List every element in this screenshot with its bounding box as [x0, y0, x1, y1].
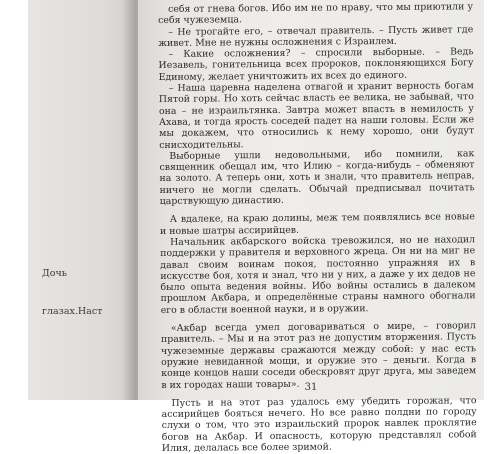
paragraph: – Наша царевна наделена отвагой и хранит верность богам Пятой горы. Но хоть сейчас власть ее велика, не забывай, что она – не израильтянка. Завтра может впасть в немилость у Ахава, и тогда ярость соседей падет на наши головы. Если же мы докажем, что относились к нему хорошо, они будут снисходительны. [158, 80, 475, 151]
paragraph: – Не трогайте его, – отвечал правитель. – Пусть живет где живет. Мне не нужны осложнения с Израилем. [158, 23, 474, 49]
right-page [138, 0, 484, 454]
paragraph: Пусть и на этот раз удалось ему убедить горожан, что ассирийцев бояться нечего. Но все равно полдни по городу слухи о том, что это израильский пророк навлек проклятие богов на Акбар. И опасность, которую представлял собой Илия, делалась все более зримой. [161, 395, 477, 454]
paragraph: – Какие осложнения? – спросили выборные. – Ведь Иезавель, гонительница всех пророков, поклоняющихся Богу Единому, желает уничтожить их всех до единого. [158, 46, 474, 83]
paragraph: себя от гнева богов. Ибо им не по нраву, что мы приютили у себя чужеземца. [158, 1, 474, 27]
left-page-text: Дочь [42, 268, 67, 279]
paragraph: А вдалеке, на краю долины, меж тем появлялись все новые и новые шатры ассирийцев. [159, 211, 475, 237]
paragraph: Начальник акбарского войска тревожился, но не находил поддержки у правителя и верховного жреца. Он ни на миг не давал своим воинам покоя, постоянно упражняя их в искусстве боя, хотя и знал, что ни у них, а даже у их дедов не было опыта ведения войны. Ибо войны остались в далеком прошлом Акбара, и определённые страны намного обогнали его в области военной науки, и в оружии. [160, 234, 476, 316]
page-number: 31 [304, 382, 318, 393]
left-page-text: глазах.Наст [42, 306, 103, 317]
paragraph: Выборные ушли недовольными, ибо помнили, как священник обещал им, что Илию – когда-нибудь – обменяют на золото. А теперь они, хоть и знали, что правитель неправ, ничего не могли сделать. Обычай предписывал почитать царствующую династию. [159, 148, 475, 208]
paragraph: «Акбар всегда умел договариваться о мире, – говорил правитель. – Мы и на этот раз не допустим вторжения. Пусть чужеземные державы сражаются между собой: у нас есть оружие невиданной мощи, и оружие это – деньги. Когда в конце концов наши соседи обескровят друг друга, мы заведем в их городах наши товары». [160, 320, 477, 391]
